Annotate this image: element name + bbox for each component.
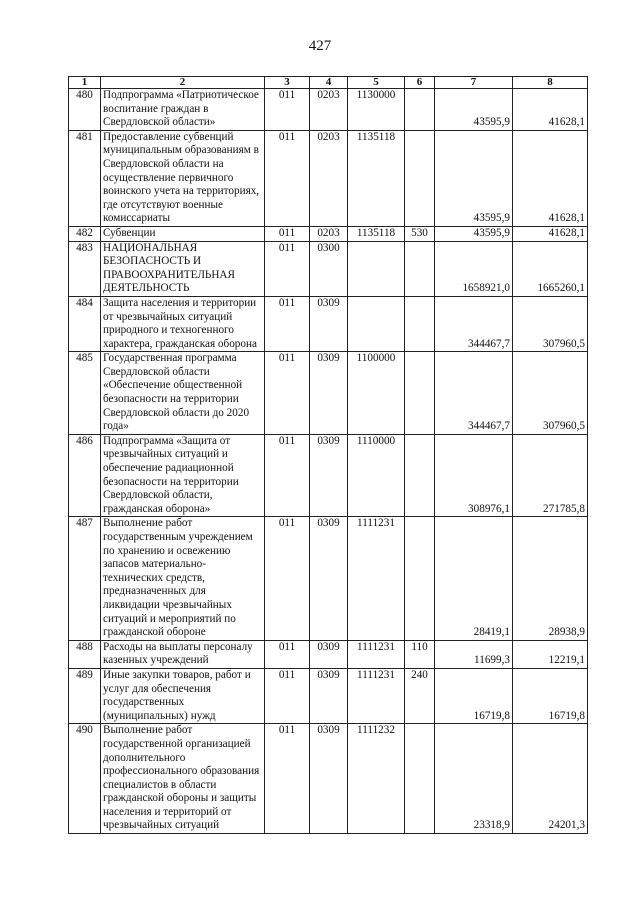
row-amount-7: 16719,8 (435, 668, 513, 723)
row-description: Защита населения и территории от чрезвычайных ситуаций природного и техногенного характера, гражданская оборона (101, 296, 265, 351)
row-code-3: 011 (265, 296, 310, 351)
column-header: 3 (265, 77, 310, 89)
table-row (69, 226, 588, 241)
row-amount-8: 16719,8 (513, 668, 588, 723)
row-code-6 (405, 434, 435, 517)
row-code-3: 011 (265, 352, 310, 435)
row-description: Подпрограмма «Защита от чрезвычайных ситуаций и обеспечение радиационной безопасности на территории Свердловской области, гражданская оборона» (101, 434, 265, 517)
row-description: Государственная программа Свердловской области «Обеспечение общественной безопасности на территории Свердловской области до 2020 года» (101, 352, 265, 435)
row-code-6 (405, 352, 435, 435)
row-description: Расходы на выплаты персоналу казенных учреждений (101, 640, 265, 668)
page-number: 427 (308, 38, 332, 54)
row-number: 488 (69, 640, 101, 668)
table-row (69, 89, 588, 131)
row-code-4: 0309 (310, 352, 348, 435)
row-code-3: 011 (265, 241, 310, 296)
row-number: 480 (69, 89, 101, 131)
column-header: 4 (310, 77, 348, 89)
row-number: 482 (69, 226, 101, 241)
row-code-4: 0203 (310, 226, 348, 241)
row-description: Иные закупки товаров, работ и услуг для обеспечения государственных (муниципальных) нужд (101, 668, 265, 723)
row-code-5: 1111231 (348, 640, 405, 668)
column-header: 2 (101, 77, 265, 89)
row-code-5: 1130000 (348, 89, 405, 131)
row-code-6 (405, 241, 435, 296)
row-code-5 (348, 296, 405, 351)
table-row (69, 241, 588, 296)
table-row (69, 517, 588, 640)
row-amount-7: 43595,9 (435, 226, 513, 241)
row-code-5: 1100000 (348, 352, 405, 435)
table-row (69, 668, 588, 723)
row-code-6: 110 (405, 640, 435, 668)
row-code-6: 530 (405, 226, 435, 241)
row-code-4: 0300 (310, 241, 348, 296)
row-code-4: 0309 (310, 434, 348, 517)
row-number: 486 (69, 434, 101, 517)
row-code-6 (405, 130, 435, 226)
column-header: 8 (513, 77, 588, 89)
row-amount-7: 344467,7 (435, 352, 513, 435)
row-code-5: 1110000 (348, 434, 405, 517)
row-code-3: 011 (265, 517, 310, 640)
row-code-3: 011 (265, 130, 310, 226)
row-description: Субвенции (101, 226, 265, 241)
row-amount-8: 28938,9 (513, 517, 588, 640)
row-code-5 (348, 241, 405, 296)
row-amount-7: 308976,1 (435, 434, 513, 517)
row-amount-7: 43595,9 (435, 130, 513, 226)
row-amount-8: 41628,1 (513, 226, 588, 241)
row-code-6 (405, 89, 435, 131)
row-code-5: 1111231 (348, 517, 405, 640)
column-header: 6 (405, 77, 435, 89)
row-amount-8: 1665260,1 (513, 241, 588, 296)
row-amount-7: 1658921,0 (435, 241, 513, 296)
row-code-3: 011 (265, 226, 310, 241)
budget-table (68, 76, 588, 834)
row-amount-7: 11699,3 (435, 640, 513, 668)
row-number: 483 (69, 241, 101, 296)
row-code-6 (405, 296, 435, 351)
row-number: 484 (69, 296, 101, 351)
row-amount-8: 307960,5 (513, 296, 588, 351)
row-description: Предоставление субвенций муниципальным образованиям в Свердловской области на осуществление первичного воинского учета на территориях, где отсутствуют военные комиссариаты (101, 130, 265, 226)
row-code-4: 0309 (310, 296, 348, 351)
row-code-4: 0309 (310, 517, 348, 640)
column-header: 5 (348, 77, 405, 89)
row-description: Выполнение работ государственным учреждением по хранению и освежению запасов материально-технических средств, предназначенных для ликвидации чрезвычайных ситуаций и мероприятий по гражданской обороне (101, 517, 265, 640)
row-code-4: 0309 (310, 640, 348, 668)
row-amount-8: 271785,8 (513, 434, 588, 517)
row-description: НАЦИОНАЛЬНАЯ БЕЗОПАСНОСТЬ И ПРАВООХРАНИТЕЛЬНАЯ ДЕЯТЕЛЬНОСТЬ (101, 241, 265, 296)
column-header: 1 (69, 77, 101, 89)
row-amount-8: 24201,3 (513, 724, 588, 834)
table-row (69, 296, 588, 351)
row-code-6 (405, 724, 435, 834)
row-code-3: 011 (265, 668, 310, 723)
row-amount-8: 41628,1 (513, 130, 588, 226)
row-code-5: 1135118 (348, 226, 405, 241)
row-code-5: 1135118 (348, 130, 405, 226)
row-amount-8: 12219,1 (513, 640, 588, 668)
table-row (69, 130, 588, 226)
row-number: 485 (69, 352, 101, 435)
row-number: 487 (69, 517, 101, 640)
row-amount-8: 307960,5 (513, 352, 588, 435)
row-amount-7: 43595,9 (435, 89, 513, 131)
row-code-3: 011 (265, 724, 310, 834)
row-number: 481 (69, 130, 101, 226)
row-amount-7: 344467,7 (435, 296, 513, 351)
row-code-4: 0203 (310, 130, 348, 226)
row-code-4: 0309 (310, 724, 348, 834)
table-row (69, 640, 588, 668)
row-code-5: 1111232 (348, 724, 405, 834)
table-row (69, 724, 588, 834)
row-code-5: 1111231 (348, 668, 405, 723)
row-amount-7: 28419,1 (435, 517, 513, 640)
row-code-3: 011 (265, 434, 310, 517)
row-code-3: 011 (265, 640, 310, 668)
row-code-3: 011 (265, 89, 310, 131)
row-amount-8: 41628,1 (513, 89, 588, 131)
table-row (69, 352, 588, 435)
row-description: Выполнение работ государственной организацией дополнительного профессионального образования специалистов в области гражданской обороны и защиты населения и территорий от чрезвычайных ситуаций (101, 724, 265, 834)
row-code-6 (405, 517, 435, 640)
table-row (69, 434, 588, 517)
row-description: Подпрограмма «Патриотическое воспитание граждан в Свердловской области» (101, 89, 265, 131)
row-code-4: 0309 (310, 668, 348, 723)
header-row (69, 77, 588, 89)
column-header: 7 (435, 77, 513, 89)
row-number: 489 (69, 668, 101, 723)
row-code-4: 0203 (310, 89, 348, 131)
row-number: 490 (69, 724, 101, 834)
row-amount-7: 23318,9 (435, 724, 513, 834)
row-code-6: 240 (405, 668, 435, 723)
